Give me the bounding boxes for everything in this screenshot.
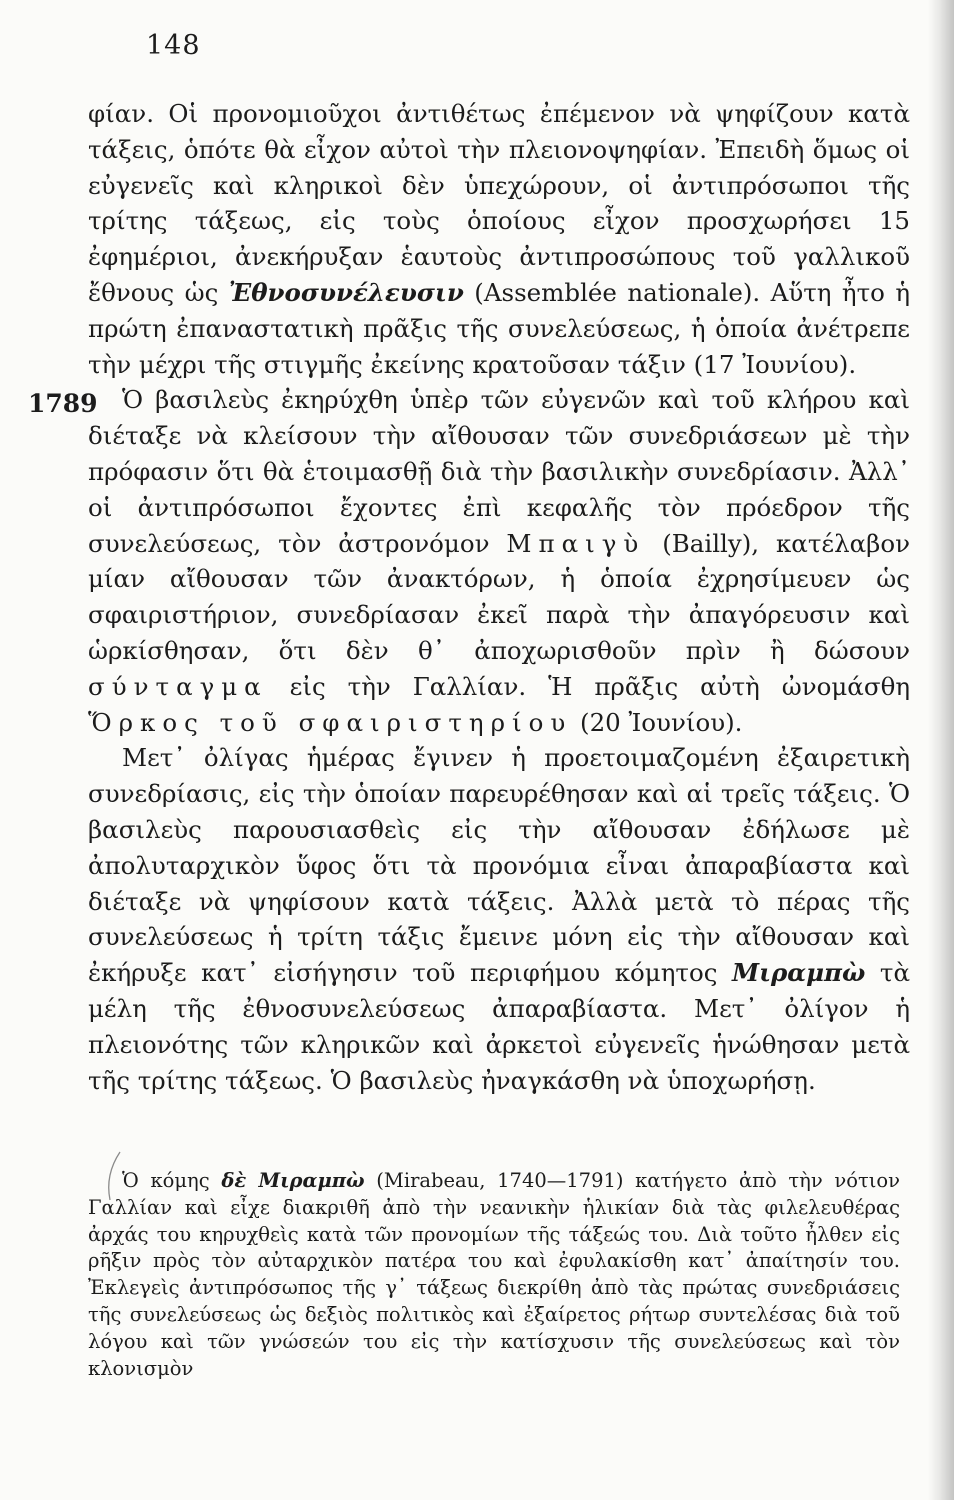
- footnote: [88, 1168, 900, 1382]
- spaced-emphasis: Μπαιγὺ: [506, 528, 646, 558]
- margin-year: 1789: [28, 389, 98, 418]
- text-run: Ὁ κόμης: [122, 1169, 222, 1192]
- paragraph-p3: [88, 740, 910, 1098]
- text-run: εἰς τὴν Γαλλίαν. Ἡ πρᾶξις αὐτὴ ὠνομάσθη: [267, 671, 910, 701]
- bold-term: Μιραμπὼ: [732, 958, 866, 988]
- paragraph-container: [88, 96, 910, 1098]
- text-run: φίαν. Οἱ προνομιοῦχοι ἀντιθέτως ἐπέμενον νὰ ψηφίζουν κατὰ τάξεις, ὁπότε θὰ εἶχον αὐτοὶ τὴν πλειονοψηφίαν. Ἐπειδὴ ὅμως οἱ εὐγενεῖς καὶ κληρικοὶ δὲν ὑπεχώρουν, οἱ ἀντιπρόσωποι τῆς τρίτης τάξεως, εἰς τοὺς ὁποίους εἶχον προσχωρήσει 15 ἐφημέριοι, ἀνεκήρυξαν ἑαυτοὺς ἀντιπροσώπους τοῦ γαλλικοῦ ἔθνους ὡς: [88, 99, 910, 307]
- text-run: (Bailly), κατέλαβον μίαν αἴθουσαν τῶν ἀνακτόρων, ἡ ὁποία ἐχρησίμευεν ὡς σφαιριστήριον, συνεδρίασαν ἐκεῖ παρὰ τὴν ἀπαγόρευσιν καὶ ὡρκίσθησαν, ὅτι δὲν θ᾽ ἀποχωρισθοῦν πρὶν ἢ δώσουν: [88, 528, 910, 665]
- page-number: 148: [146, 30, 201, 61]
- spaced-emphasis: σύνταγμα: [88, 671, 268, 701]
- text-run: (20 Ἰουνίου).: [572, 707, 743, 737]
- text-run: (Mirabeau, 1740—1791) κατήγετο ἀπὸ τὴν νότιον Γαλλίαν καὶ εἶχε διακριθῆ ἀπὸ τὴν νεανικὴν ἡλικίαν διὰ τὰς φιλελευθέρας ἀρχάς του κηρυχθεὶς κατὰ τῶν προνομίων τῆς τάξεώς του. Διὰ τοῦτο ἦλθεν εἰς ρῆξιν πρὸς τὸν αὐταρχικὸν πατέρα του καὶ ἐφυλακίσθη κατ᾽ ἀπαίτησίν του. Ἐκλεγεὶς ἀντιπρόσωπος τῆς γ᾽ τάξεως διεκρίθη ἀπὸ τὰς πρώτας συνεδριάσεις τῆς συνελεύσεως ὡς δεξιὸς πολιτικὸς καὶ ἐξαίρετος ρήτωρ συντελέσας διὰ τοῦ λόγου καὶ τῶν γνώσεών του εἰς τὴν κατίσχυσιν τῆς συνελεύσεως καὶ τὸν κλονισμὸν: [88, 1169, 901, 1380]
- bold-term: Ἐθνοσυνέλευσιν: [228, 277, 464, 307]
- bold-term: δὲ Μιραμπὼ: [221, 1169, 365, 1192]
- paragraph-p1: [88, 96, 910, 382]
- spaced-emphasis: Ὅρκος τοῦ σφαιριστηρίου: [88, 707, 573, 737]
- footnote-paragraph: [88, 1168, 900, 1382]
- paragraph-p2: [88, 382, 910, 740]
- text-run: Μετ᾽ ὀλίγας ἡμέρας ἔγινεν ἡ προετοιμαζομένη ἐξαιρετικὴ συνεδρίασις, εἰς τὴν ὁποίαν παρευρέθησαν καὶ αἱ τρεῖς τάξεις. Ὁ βασιλεὺς παρουσιασθεὶς εἰς τὴν αἴθουσαν ἐδήλωσε μὲ ἀπολυταρχικὸν ὕφος ὅτι τὰ προνόμια εἶναι ἀπαραβίαστα καὶ διέταξε νὰ ψηφίσουν κατὰ τάξεις. Ἀλλὰ μετὰ τὸ πέρας τῆς συνελεύσεως ἡ τρίτη τάξις ἔμεινε μόνη εἰς τὴν αἴθουσαν καὶ ἐκήρυξε κατ᾽ εἰσήγησιν τοῦ περιφήμου κόμητος: [88, 743, 910, 988]
- text-run: τὰ μέλη τῆς ἐθνοσυνελεύσεως ἀπαραβίαστα. Μετ᾽ ὀλίγον ἡ πλειονότης τῶν κληρικῶν καὶ ἀρκετοὶ εὐγενεῖς ἡνώθησαν μετὰ τῆς τρίτης τάξεως. Ὁ βασιλεὺς ἠναγκάσθη νὰ ὑποχωρήσῃ.: [88, 958, 910, 1095]
- text-run: Ὁ βασιλεὺς ἐκηρύχθη ὑπὲρ τῶν εὐγενῶν καὶ τοῦ κλήρου καὶ διέταξε νὰ κλείσουν τὴν αἴθουσαν τῶν συνεδριάσεων μὲ τὴν πρόφασιν ὅτι θὰ ἑτοιμασθῇ διὰ τὴν βασιλικὴν συνεδρίασιν. Ἀλλ᾽ οἱ ἀντιπρόσωποι ἔχοντες ἐπὶ κεφαλῆς τὸν πρόεδρον τῆς συνελεύσεως, τὸν ἀστρονόμον: [88, 385, 910, 558]
- page-spine-shadow: [928, 0, 954, 1500]
- text-run: (Assemblée nationale). Αὕτη ἦτο ἡ πρώτη ἐπαναστατικὴ πρᾶξις τῆς συνελεύσεως, ἡ ὁποία ἀνέτρεπε τὴν μέχρι τῆς στιγμῆς ἐκείνης κρατοῦσαν τάξιν (17 Ἰουνίου).: [88, 277, 910, 379]
- main-text: [28, 96, 910, 1098]
